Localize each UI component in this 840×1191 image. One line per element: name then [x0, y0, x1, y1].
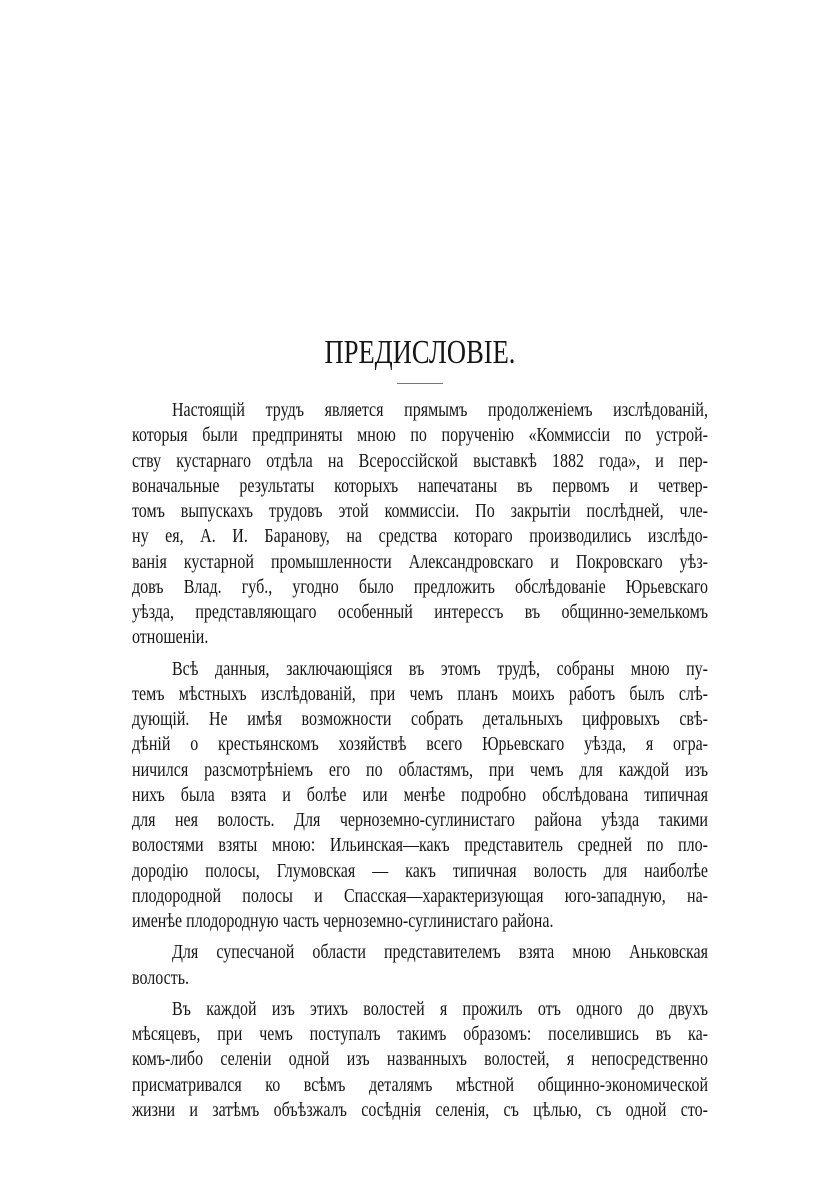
text-line: мѣсяцевъ, при чемъ поступалъ такимъ образомъ: поселившись въ ка-	[132, 1023, 708, 1045]
text-line: Всѣ данныя, заключающіяся въ этомъ трудѣ, собраны мною пу-	[172, 657, 708, 680]
text-line: темъ мѣстныхъ изслѣдованій, при чемъ планъ моихъ работъ былъ слѣ-	[132, 682, 708, 705]
text-line: ну ея, А. И. Баранову, на средства котораго производились изслѣдо-	[132, 525, 708, 548]
paragraph	[132, 657, 708, 935]
text-line: нихъ была взята и болѣе или менѣе подробно обслѣдована типичная	[132, 783, 708, 806]
title-divider	[397, 383, 443, 384]
text-line: присматривался ко всѣмъ деталямъ мѣстной общинно-экономической	[132, 1073, 708, 1096]
text-line: довъ Влад. губ., угодно было предложить обслѣдованіе Юрьевскаго	[132, 575, 708, 598]
paragraph	[132, 398, 708, 651]
text-line: именѣе плодородную часть черноземно-суглинистаго района.	[132, 910, 554, 932]
text-line: жизни и затѣмъ объѣзжалъ сосѣднія селенія, съ цѣлью, съ одной сто-	[132, 1098, 708, 1121]
text-line: комъ-либо селеніи одной изъ названныхъ волостей, я непосредственно	[132, 1048, 708, 1071]
paragraph	[132, 997, 708, 1123]
text-line: которыя были предприняты мною по порученію «Коммиссіи по устрой-	[132, 424, 708, 447]
text-line: Настоящій трудъ является прямымъ продолженіемъ изслѣдованій,	[172, 399, 708, 421]
text-line: воначальные результаты которыхъ напечатаны въ первомъ и четвер-	[132, 474, 708, 497]
body-text	[132, 398, 708, 1123]
text-line: уѣзда, представляющаго особенный интерессъ въ общинно-земелькомъ	[132, 601, 708, 623]
text-line: Для супесчаной области представителемъ взята мною Аньковская	[172, 941, 708, 964]
text-line: Въ каждой изъ этихъ волостей я прожилъ отъ одного до двухъ	[172, 997, 708, 1020]
text-line: ничился разсмотрѣніемъ его по областямъ, при чемъ для каждой изъ	[132, 758, 708, 781]
text-line: отношеніи.	[132, 626, 209, 649]
text-line: плодородной полосы и Спасская—характеризующая юго-западную, на-	[132, 884, 708, 907]
text-line: дѣній о крестьянскомъ хозяйствѣ всего Юрьевскаго уѣзда, я огра-	[132, 733, 708, 756]
text-line: ванія кустарной промышленности Александровскаго и Покровскаго уѣз-	[132, 550, 708, 573]
text-line: для нея волость. Для черноземно-суглинистаго района уѣзда такими	[132, 809, 708, 831]
text-line: волость.	[132, 966, 190, 989]
page-title: ПРЕДИСЛОВІЕ.	[324, 334, 516, 371]
text-line: ству кустарнаго отдѣла на Всероссійской выставкѣ 1882 года», и пер-	[132, 449, 708, 472]
text-line: дородію полосы, Глумовская — какъ типичная волость для наиболѣе	[132, 859, 708, 882]
text-line: томъ выпускахъ трудовъ этой коммиссіи. По закрытіи послѣдней, чле-	[132, 500, 708, 522]
text-line: волостями взяты мною: Ильинская—какъ представитель средней по пло-	[132, 834, 708, 857]
text-line: дующій. Не имѣя возможности собрать детальныхъ цифровыхъ свѣ-	[132, 708, 708, 730]
paragraph	[132, 940, 708, 991]
